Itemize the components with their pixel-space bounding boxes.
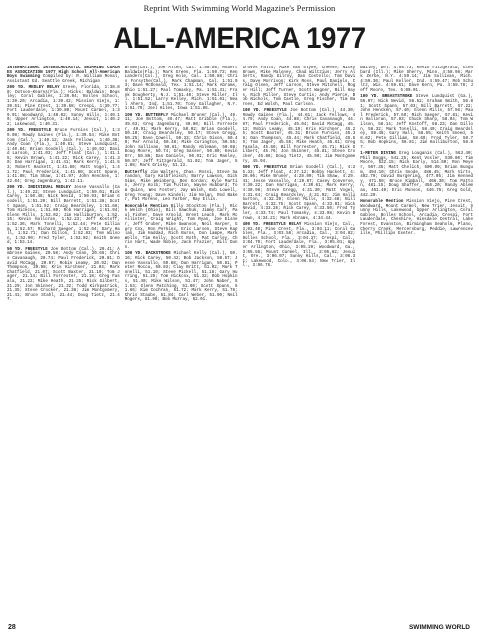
paragraph: 200 YD. INDIVIDUAL MEDLEY Jesse Vassallo (Cal.), 1:49.22; Steve Lundquist, 1:50.01; Rick Carey, 1:50.48; Nick Nevid, 1:50.93; Brian Goodell, 1:51.20; Bill Barrett, 1:51.38; Scott Spann, 1:51.52; Craig Beardsley, 1:51.66; Tom Hickcox, 1:51.80; Rob Harrigan, 1:51.94; Glenn Mills, 1:52.02; Jim Halliburton, 1:52.15; Kevin Halloran, 1:52.23; Jeff Kostoff, 1:52.36; Mark Tonelli, 1:52.44; Pete Gilliam, 1:52.57; Richard Saeger, 1:52.64; Gary Hall, 1:52.71; Dan Dillon, 1:52.83; Tom Wilson, 1:52.90; Fred Tyler, 1:53.02; Keith Sneed, 1:53.14. [7,186,120,246]
paragraph: 400 YD. FREESTYLE RELAY Mission Viejo, Cal., 3:02.40; Pine Crest, Fla., 3:03.11; Coral Gables, Fla., 3:03.58; Arcadia, Cal., 3:04.02; Bolles School, Fla., 3:04.37; Crespi, Cal., 3:04.70; Fort Lauderdale, Fla., 3:05.01; Upper Arlington, Ohio, 3:05.29; Woodward, Ga., 3:05.56; Mount Carmel, Ill., 3:05.82; Jesuit, Ore., 3:06.07; Sunny Hills, Cal., 3:06.31; Lakewood, Colo., 3:06.54; New Trier, Ill., 3:06.76. [242,222,356,269]
paragraph: 500 YD. FREESTYLE Brian Goodell (Cal.), 4:25.33; Jeff Float, 4:27.12; Bobby Hackett, 4:28.06; Mike Bruner, 4:28.90; Tim Shaw, 4:29.41; Jesse Vassallo, 4:29.87; Casey Converse, 4:30.22; Dan Harrigan, 4:30.61; Mark Kerry, 4:30.98; Steve Gregg, 4:31.30; Matt Vogel, 4:31.64; Craig Beardsley, 4:31.92; Jim Halliburton, 4:32.20; Glenn Mills, 4:32.48; Bill Barrett, 4:32.75; Scott Spann, 4:33.01; Nick Nevid, 4:33.26; Rick Carey, 4:33.50; Fred Tyler, 4:33.74; Paul Tomasky, 4:33.98; Kevin Brown, 4:34.21; Mark Abrams, 4:34.44. [242,166,356,221]
paragraph: 1-METER DIVING Greg Louganis (Cal.), 563.40; Phil Boggs, 541.25; Kent Vosler, 530.80; Tim Moore, 522.15; Rick Early, 514.60; Ron Meyer, 507.35; Matt Chelich, 500.90; Brian Bungum, 494.10; Chris Snode, 488.45; Mark Virts, 482.70; David Burgering, 477.05; Jim Kennedy, 471.60; Bruce Kimball, 466.30; Tom Patton, 461.15; Doug Shaffer, 456.20; Randy Ableman, 451.40; Eric Munson, 446.75; Greg Gold, 442.20. [360,152,473,198]
column-3 [243,66,356,618]
paragraph: 200 YD. MEDLEY RELAY Green, Florida, 1:38.80; Dotson-Kearns(Fla.); Hicks; Baldwin; Beasley; Coral Gables, 1:39.04; Bolles School, 1:39.20; Arcadia, 1:39.42; Mission Viejo, 1:39.51; Pine Crest, 1:39.68; Crespi, 1:39.77; Fort Lauderdale, 1:39.80; Mount Carmel, 1:39.91; Woodward, 1:40.02; Sunny Hills, 1:40.10; Upper Arlington, 1:40.14; Jesuit, 1:40.22; Lakewood, 1:40.31. [7,86,120,127]
paragraph: Bailey, Del. 4:58.73; Kevin Fitzgerald, Glenbard (Ill.); Mike Sherry, Minn. 4:58.98; Mark Zerbe, N.Y. 4:59.14; Jim Sullivan, Mich. 4:59.30; Paul Keller, Ind. 4:59.47; Rob Schultz, Wis. 4:59.61; Dave Kern, Pa. 4:59.78; Jeff Moore, Tex. 5:00.01. [360,66,473,93]
reprint-notice: Reprint With Swimming World Magazine's Permission [143,3,336,13]
paragraph: Brown(Cal.), Joe Allen, Cal. 1:50.50; Robert Baldwin(Fla.); Mark Green, Fla. 1:50.73; Ken Landers(Cal.), Greg Hole, Cal. 1:50.88; Chris Forsythe(Cal.), Mark Chapman, Cal. 1:51.03; Dave McDonald, Tex. 1:51.14; Mark Abrams, Ohio 1:51.27; Paul Tomasky, Pa. 1:51.31; Frank Dougherty, N.J. 1:51.40; Steve Miller, Ill. 1:51.52; Larry Kelley, Mich. 1:51.61; Neal Ahern, Ind. 1:51.70; Tony Gallagher, N.Y. 1:51.79; Joel Hiles, Iowa 1:51.85. [124,66,238,112]
page-number: 28 [8,624,16,631]
paragraph: 200 YD. FREESTYLE Bruce Furniss (Cal.), 1:39.08; Rowdy Gaines (Fla.), 1:39.54; Mike Bottom (Cal.), 1:40.12; Jack Fellows, 1:40.38; Andy Coan (Fla.), 1:40.61; Steve Lundquist, 1:40.84; Brian Goodell (Cal.), 1:40.92; David Larson, 1:41.03; Jeff Float (Cal.), 1:41.15; Kevin Brown, 1:41.22; Rick Carey, 1:41.30; Dan Harrigan, 1:41.41; Mark Kerry, 1:41.53; Robert Hackett, 1:41.60; Matt Vogel, 1:41.72; Paul Frederick, 1:41.80; Scott Spann, 1:41.88; Tim Shaw, 1:41.97; John Hencken, 1:42.04; Greg Jagenburg, 1:42.11. [7,129,120,184]
paragraph: 50 YD. FREESTYLE Joe Bottom (Cal.), 20.41; Ambrose Gaines, 20.58; Andy Coan, 20.66; Chris Cavanaugh, 20.74; Paul Frederick, 20.81; David McCagg, 20.87; Robin Leamy, 20.92; Dan Thompson, 20.98; Kris Kirchner, 21.03; Mark Chatfield, 21.07; Scott Baxter, 21.10; Tom Jager, 21.14; Bill Forrester, 21.18; Greg Fasala, 21.22; Mike Heath, 21.25; Rick Gilbert, 21.29; Jon Skinner, 21.32; Todd Kirkpatrick, 21.35; Steve Crocker, 21.38; Jim Montgomery, 21.41; Bruce Stahl, 21.44; Doug Tietz, 21.47. [7,247,120,303]
magazine-name: SWIMMING WORLD [408,624,470,631]
paragraph: Groves Falls; Mike Van Slyke, Cheese; Nicky Brown, Mike Maloney, Chad Wiltzius; Jerry Alberts, Randy Gilroy, Dan Costello; Tom Davis, Dave Morrison; Kirk Ross, Paul Daniels, Craig Olsen, Jeff Larson, Steve Mitchell, Roger Hill; Jeff Turner, Scott Wagner, Bill Hays, Rich Miller, Steve Curtis; Andy Pierce, Bob Nichols, Tom Castle, Greg Fischer, Tim Barnes, Ed Walsh, Paul Carlson. [242,66,356,107]
text-columns [7,66,473,618]
paragraph: 100 YD. FREESTYLE Joe Bottom (Cal.), 44.30; Rowdy Gaines (Fla.), 44.61; Jack Fellows, 44.79; Andy Coan, 44.88; Chris Cavanaugh, 44.97; Paul Frederick, 45.04; David McCagg, 45.12; Robin Leamy, 45.19; Kris Kirchner, 45.25; Scott Baxter, 45.31; Bruce Furniss, 45.38; Dan Thompson, 45.44; Mark Chatfield, 45.50; Tom Jager, 45.55; Mike Heath, 45.61; Greg Fasala, 45.66; Bill Forrester, 45.71; Rick Gilbert, 45.76; Jon Skinner, 45.81; Steve Crocker, 45.86; Doug Tietz, 45.90; Jim Montgomery, 45.94. [242,109,356,164]
column-4 [360,66,473,618]
paragraph: 100 YD. BREASTSTROKE Steve Lundquist (Ga.), 56.07; Nick Nevid, 56.52; Graham Smith, 56.81; Scott Spann, 57.03; Bill Barrett, 57.22; John Hencken, 57.40; Glenn Mills, 57.56; Paul Frederick, 57.69; Rich Saeger, 57.81; Kevin Halloran, 57.93; Chuck Sharp, 58.04; Tom Wilson, 58.14; Jeff Kostoff, 58.23; Dan Dillon, 58.32; Mark Tonelli, 58.40; Craig Beardsley, 58.48; Gary Hall, 58.55; Keith Sneed, 58.62; Pete Gilliam, 58.69; Fred Tyler, 58.75; Bob Hopkins, 58.81; Jim Halliburton, 58.87. [360,95,473,150]
column-2 [125,66,238,618]
paragraph: Honorable Mention Mission Viejo, Pine Crest, Woodward, Mount Carmel, New Trier, Jesuit, Sunny Hills, Lakewood, Upper Arlington, Coral Gables, Bolles School, Arcadia, Crespi, Fort Lauderdale, Cheshire, Hinsdale Central, Lake Forest, Evanston, Birmingham Seaholm, Plano, Cherry Creek, Mercersburg, Peddie, Lawrenceville, Phillips Exeter. [360,200,473,237]
paragraph: INTERNATIONAL INTERSCHOLASTIC SWIMMING COACHES ASSOCIATION 1977 High School All-American Boys Swimming Compiled by: R. William Ronal, Assistant Ed. Seattle Greek, Michigan [7,66,120,84]
paragraph: 100 YD. BACKSTROKE Michael Kelly (Cal.), 50.16; Rick Carey, 50.42; Bob Jackson, 50.57; Jesse Vassallo, 50.68; Dan Harrigan, 50.81; Peter Rocca, 50.93; Clay Britt, 51.02; Mark Tonelli, 51.10; Steve Pickell, 51.18; Gary Hurring, 51.25; Tom Hickcox, 51.32; Bob Hopkins, 51.40; Mike Wilson, 51.47; John Naber, 51.53; Glenn Patching, 51.60; Scott Spann, 51.66; Kim Cochran, 51.72; Mark Kerry, 51.78; Chris Staubs, 51.84; Carl Weber, 51.90; Neil Rogers, 51.96; Bob Murray, 52.01. [124,252,238,303]
paragraph: Butterfly Jim Walters, Chas. Rossi, Steve Sarandon, Gary Kalbfleisch; Barry Lawson, Dick Sims, Mike Weinberg, Ben Gordon; Kyle Martin, Jerry Kolb; Tim Fulton, Wayne Hubbard; Tom Quinn, Wes Foster; Jay Walsh, Bob Lowell, Greg Young; Dave Kindel; Jim Nolan, Rod Baker, Pat Moreno, Leo Farber, Ray Ellis. [124,170,238,203]
column-1 [7,66,120,618]
page-title: ALL-AMERICA 1977 [113,22,366,55]
paragraph: Honorable Mention Billy Stockton (Fla.), Rick Welch (Ohio), Bill Sawchuk, Jimmy Carr, Paul Fisher, Dave Arnold, Brent Leach, Mark McAllister, Craig Wright, Tom Ryan, Joe Eisner, Jeff Gruber, Mike Swanson, Neil Harper, Gary Cox, Ron Perkins, Eric Larsen, Steve Kaplan, Jim Haddad, Rich Burns, Don Lampe, Mark Wells, Tim Kelly, Scott Roth, Pat Curley, Chris Hart, Wade Noble, Jack Frazier, Bill Dunn. [124,204,238,250]
paragraph: 100 YD. BUTTERFLY Michael Bruner (Cal.), 49.11; Joe Bottom, 49.47; Matt Gribble (Fla.), 49.63; Greg Jagenburg, 49.80; Bill Forrester, 49.91; Mark Kerry, 50.02; Brian Goodell, 50.10; Craig Beardsley, 50.17; Steve Gregg, 50.25; Dave Cowell, 50.33; Chris Dixon, 50.40; Par Arnold, 50.48; Mike Curington, 50.55; John Sullivan, 50.61; Randy Ableman, 50.68; Doug Moore, 50.74; Greg Sasser, 50.80; Kevin Orr, 50.86; Dan Daniels, 50.91; Eric Manley, 50.97; Jeff Fitzgerald, 51.02; Tom Jager, 51.08; Mark Grisky, 51.13. [124,113,238,169]
